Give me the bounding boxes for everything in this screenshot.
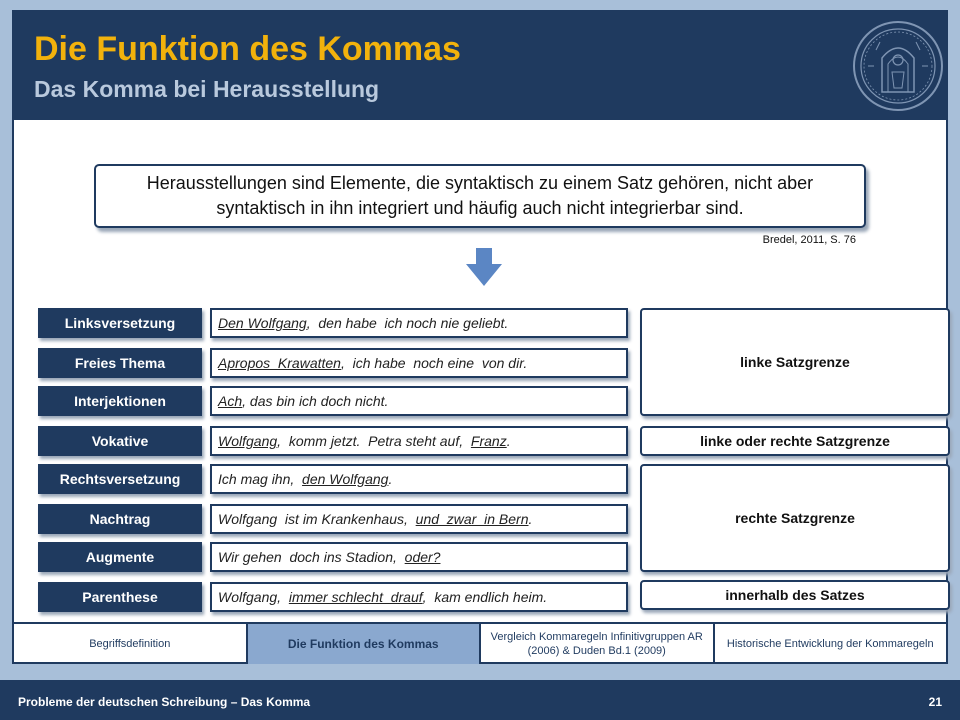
- citation: Bredel, 2011, S. 76: [762, 234, 856, 246]
- highlighted-phrase: Ach: [218, 393, 243, 409]
- definition-box: Herausstellungen sind Elemente, die syntaktisch zu einem Satz gehören, nicht aber syntaktisch in ihn integriert und häufig auch nicht integrierbar sind.: [94, 164, 866, 228]
- category-label: Nachtrag: [38, 504, 202, 534]
- highlighted-phrase: Wolfgang: [218, 433, 278, 449]
- nav-vergleich-kommaregeln[interactable]: Vergleich Kommaregeln Infinitivgruppen AR (2006) & Duden Bd.1 (2009): [481, 624, 715, 664]
- nav-begriffsdefinition[interactable]: Begriffsdefinition: [14, 624, 248, 664]
- highlighted-phrase: immer schlecht drauf: [288, 589, 423, 605]
- highlighted-phrase: und zwar in Bern: [415, 511, 529, 527]
- slide-subtitle: Das Komma bei Herausstellung: [34, 76, 380, 102]
- highlighted-phrase: den Wolfgang: [302, 471, 389, 487]
- example-sentence: [210, 464, 628, 494]
- slide-title: Die Funktion des Kommas: [34, 30, 461, 68]
- sentence-text: Wolfgang,: [218, 589, 289, 605]
- nav-funktion-des-kommas[interactable]: Die Funktion des Kommas: [248, 624, 482, 664]
- sentence-text: , ich habe noch eine von dir.: [340, 355, 528, 371]
- category-label: Parenthese: [38, 582, 202, 612]
- sentence-text: , komm jetzt. Petra steht auf,: [277, 433, 471, 449]
- slide-footer: [0, 680, 960, 720]
- boundary-right: rechte Satzgrenze: [640, 464, 950, 572]
- category-label: Augmente: [38, 542, 202, 572]
- boundary-left-or-right: linke oder rechte Satzgrenze: [640, 426, 950, 456]
- example-sentence: [210, 426, 628, 456]
- highlighted-phrase: Franz: [470, 433, 507, 449]
- sentence-text: Ich mag ihn,: [218, 471, 303, 487]
- university-seal-icon: [852, 20, 944, 112]
- boundary-left: linke Satzgrenze: [640, 308, 950, 416]
- page-number: 21: [928, 695, 942, 709]
- arrow-down-icon: [466, 248, 502, 286]
- sentence-text: .: [506, 433, 511, 449]
- category-label: Rechtsversetzung: [38, 464, 202, 494]
- example-sentence: [210, 308, 628, 338]
- example-sentence: [210, 542, 628, 572]
- nav-historische-entwicklung[interactable]: Historische Entwicklung der Kommaregeln: [726, 638, 934, 650]
- boundary-inside: innerhalb des Satzes: [640, 580, 950, 610]
- sentence-text: .: [528, 511, 533, 527]
- sentence-text: , kam endlich heim.: [422, 589, 548, 605]
- highlighted-phrase: oder?: [404, 549, 441, 565]
- example-sentence: [210, 348, 628, 378]
- example-sentence: [210, 582, 628, 612]
- category-label: Interjektionen: [38, 386, 202, 416]
- highlighted-phrase: Den Wolfgang: [218, 315, 307, 331]
- sentence-text: .: [388, 471, 393, 487]
- example-sentence: [210, 386, 628, 416]
- slide-header: [14, 12, 946, 120]
- section-navigation: [14, 622, 946, 664]
- footer-text: Probleme der deutschen Schreibung – Das Komma: [18, 695, 311, 709]
- highlighted-phrase: Apropos Krawatten: [218, 355, 341, 371]
- sentence-text: , den habe ich noch nie geliebt.: [306, 315, 509, 331]
- sentence-text: Wir gehen doch ins Stadion,: [218, 549, 405, 565]
- category-label: Vokative: [38, 426, 202, 456]
- slide-frame: [12, 10, 948, 664]
- category-label: Freies Thema: [38, 348, 202, 378]
- sentence-text: , das bin ich doch nicht.: [242, 393, 389, 409]
- example-sentence: [210, 504, 628, 534]
- category-label: Linksversetzung: [38, 308, 202, 338]
- sentence-text: Wolfgang ist im Krankenhaus,: [218, 511, 416, 527]
